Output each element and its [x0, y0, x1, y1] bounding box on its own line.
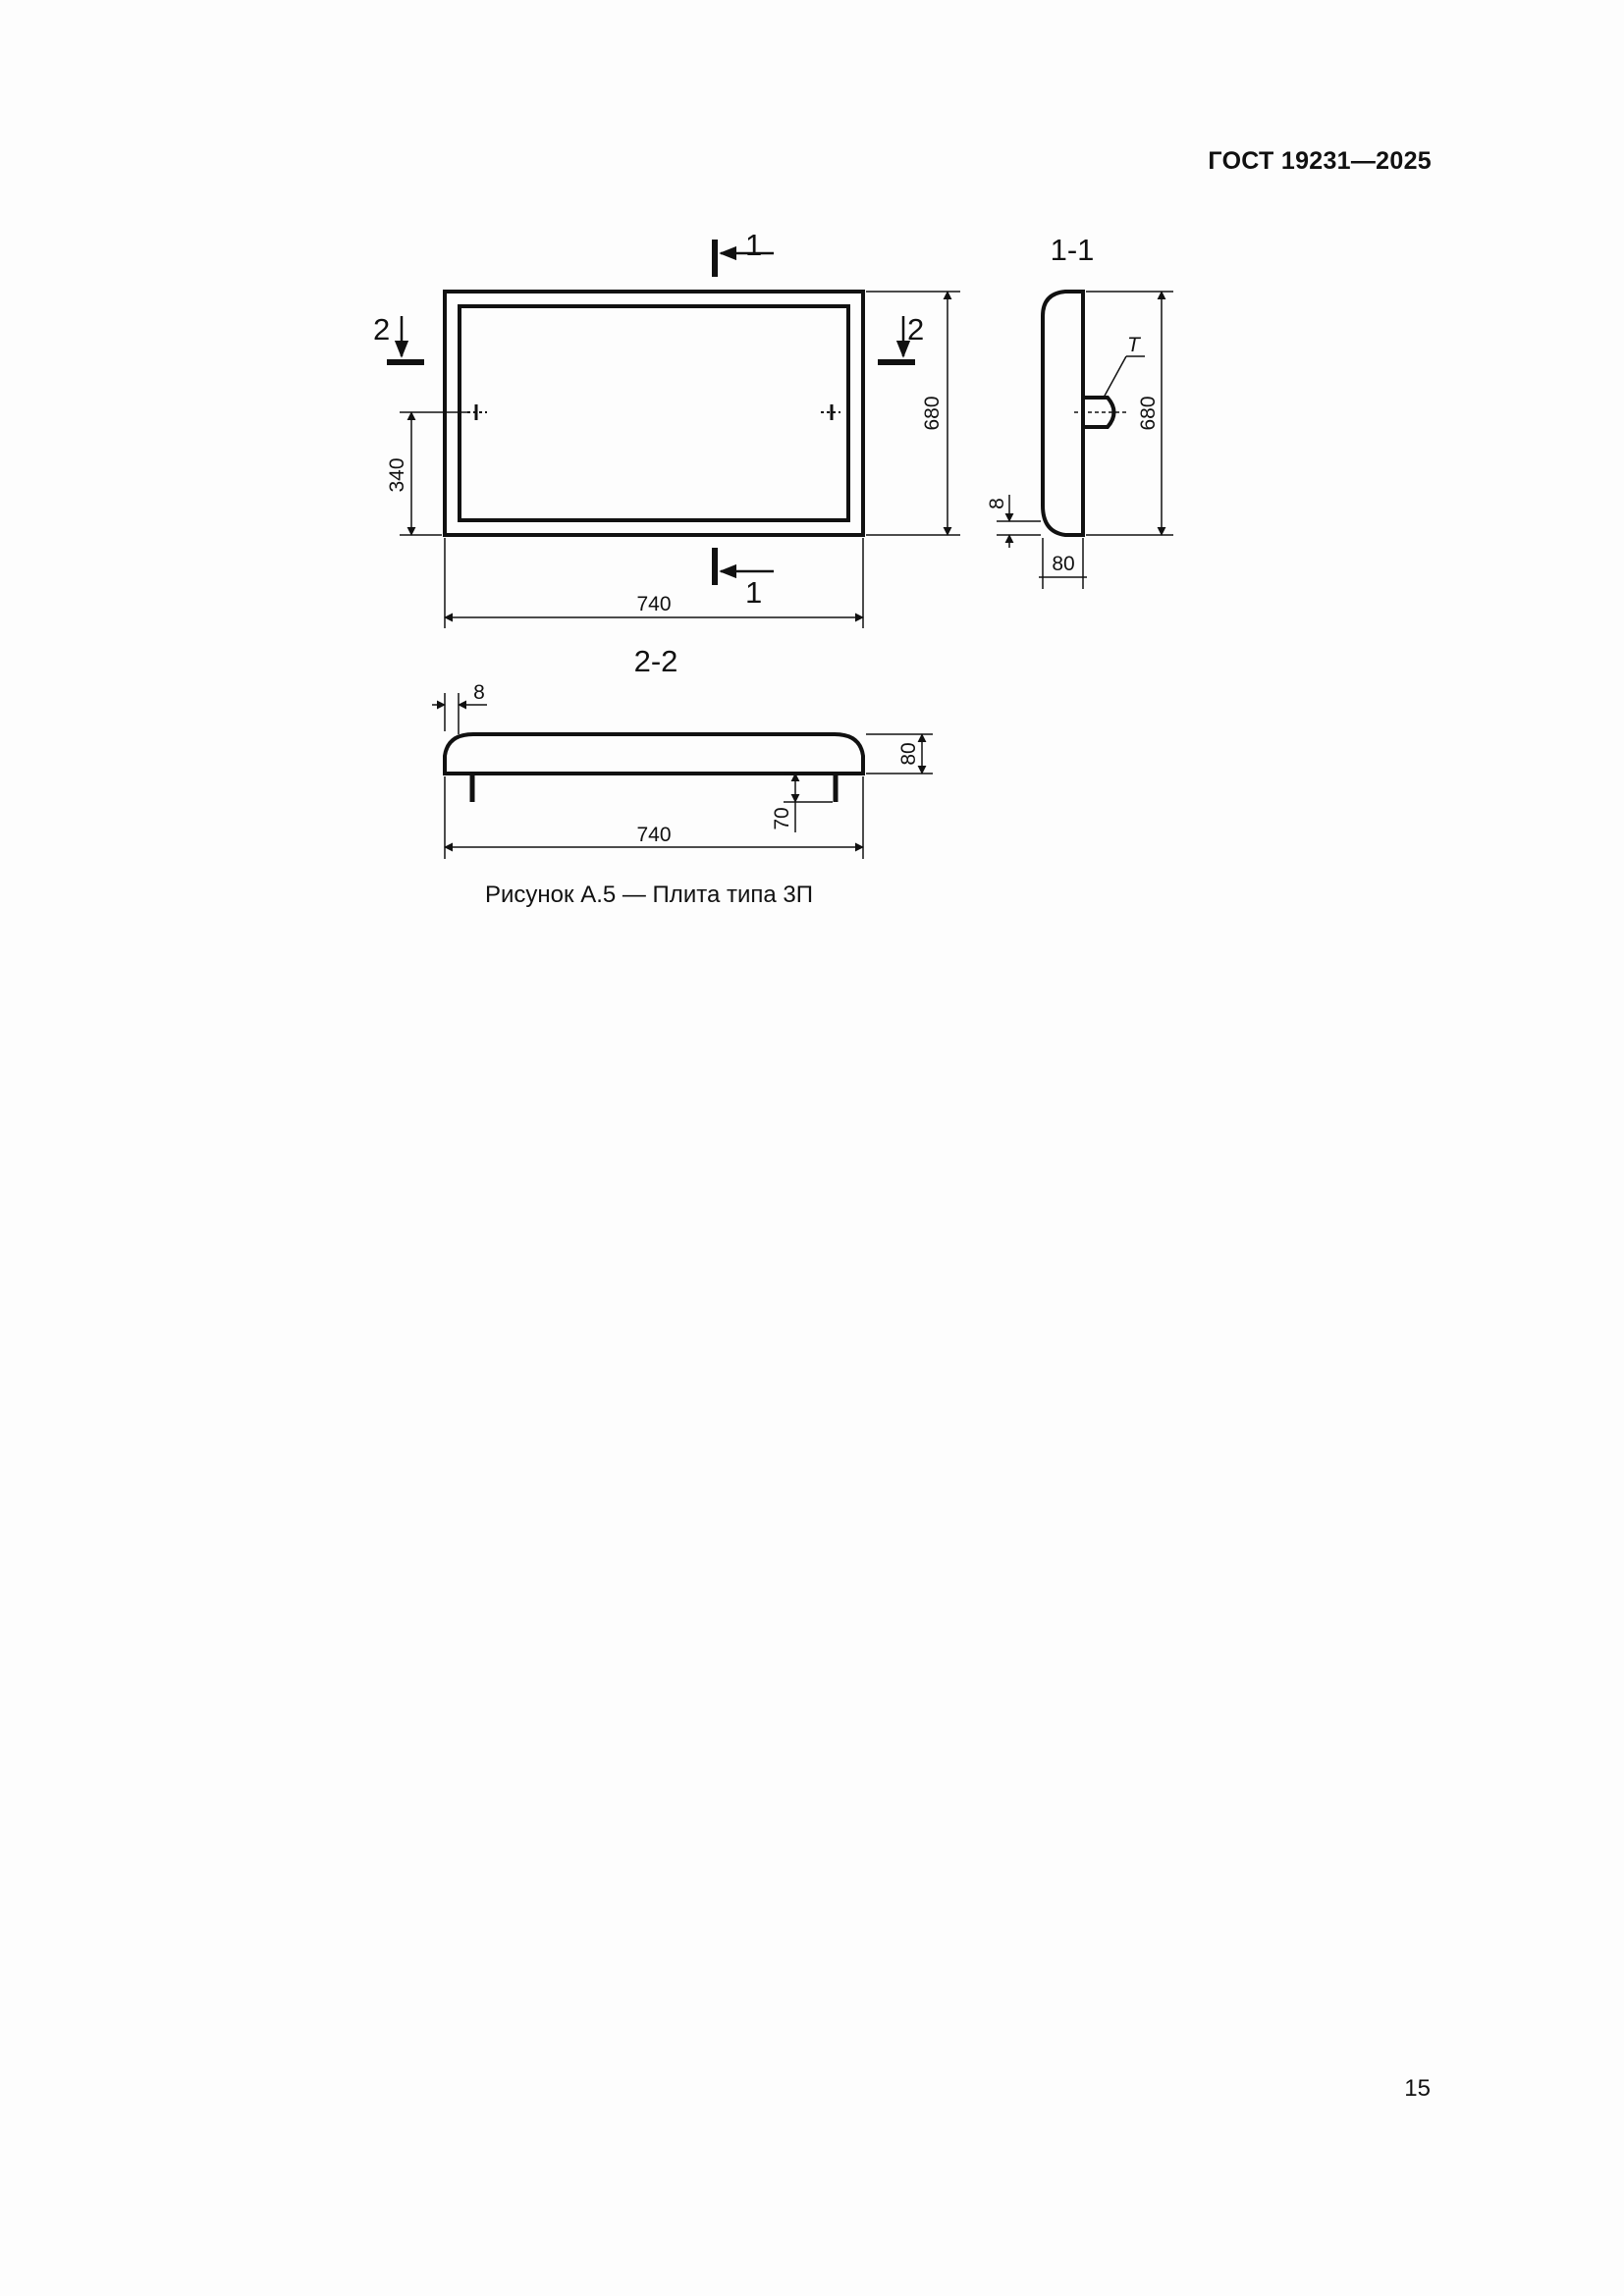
section-marker-1-bottom	[715, 548, 774, 585]
dim-1-1-radius: 8	[986, 498, 1008, 509]
standard-code: ГОСТ 19231—2025	[1208, 147, 1432, 175]
dim-2-2-radius: 8	[473, 681, 485, 704]
section-2-2-title: 2-2	[633, 644, 678, 678]
section-marker-1-top	[715, 240, 774, 277]
section-1-1-title: 1-1	[1050, 233, 1095, 267]
dim-1-1-thickness: 80	[1052, 553, 1075, 575]
dim-1-1-height: 680	[1137, 396, 1160, 431]
anchor-mark-right	[821, 404, 840, 420]
section-2-2-profile	[445, 734, 863, 774]
label-t: T	[1127, 334, 1140, 356]
section-label-1-top: 1	[745, 228, 763, 262]
section-2-2-view	[432, 693, 933, 859]
section-marker-2-left	[387, 316, 424, 362]
plate-inner-outline	[460, 306, 848, 520]
dim-2-2-leg: 70	[771, 807, 793, 830]
section-label-2-right: 2	[907, 312, 925, 347]
dim-line-1-1-height	[1086, 292, 1173, 535]
dim-line-2-2-width	[445, 776, 863, 859]
page-number: 15	[1404, 2075, 1431, 2102]
section-1-1-view	[997, 292, 1173, 589]
plan-view	[387, 240, 960, 628]
dim-2-2-width: 740	[636, 824, 672, 846]
section-label-2-left: 2	[373, 312, 391, 347]
figure-caption: Рисунок А.5 — Плита типа 3П	[485, 881, 813, 908]
anchor-mark-left	[467, 404, 487, 420]
section-label-1-bottom: 1	[745, 575, 763, 610]
section-1-1-profile	[1043, 292, 1083, 535]
dim-plan-width: 740	[636, 593, 672, 615]
plate-outline	[445, 292, 863, 535]
dim-2-2-thickness: 80	[897, 742, 920, 766]
dim-plan-height: 680	[921, 396, 944, 431]
dim-plan-half-height: 340	[386, 457, 408, 493]
